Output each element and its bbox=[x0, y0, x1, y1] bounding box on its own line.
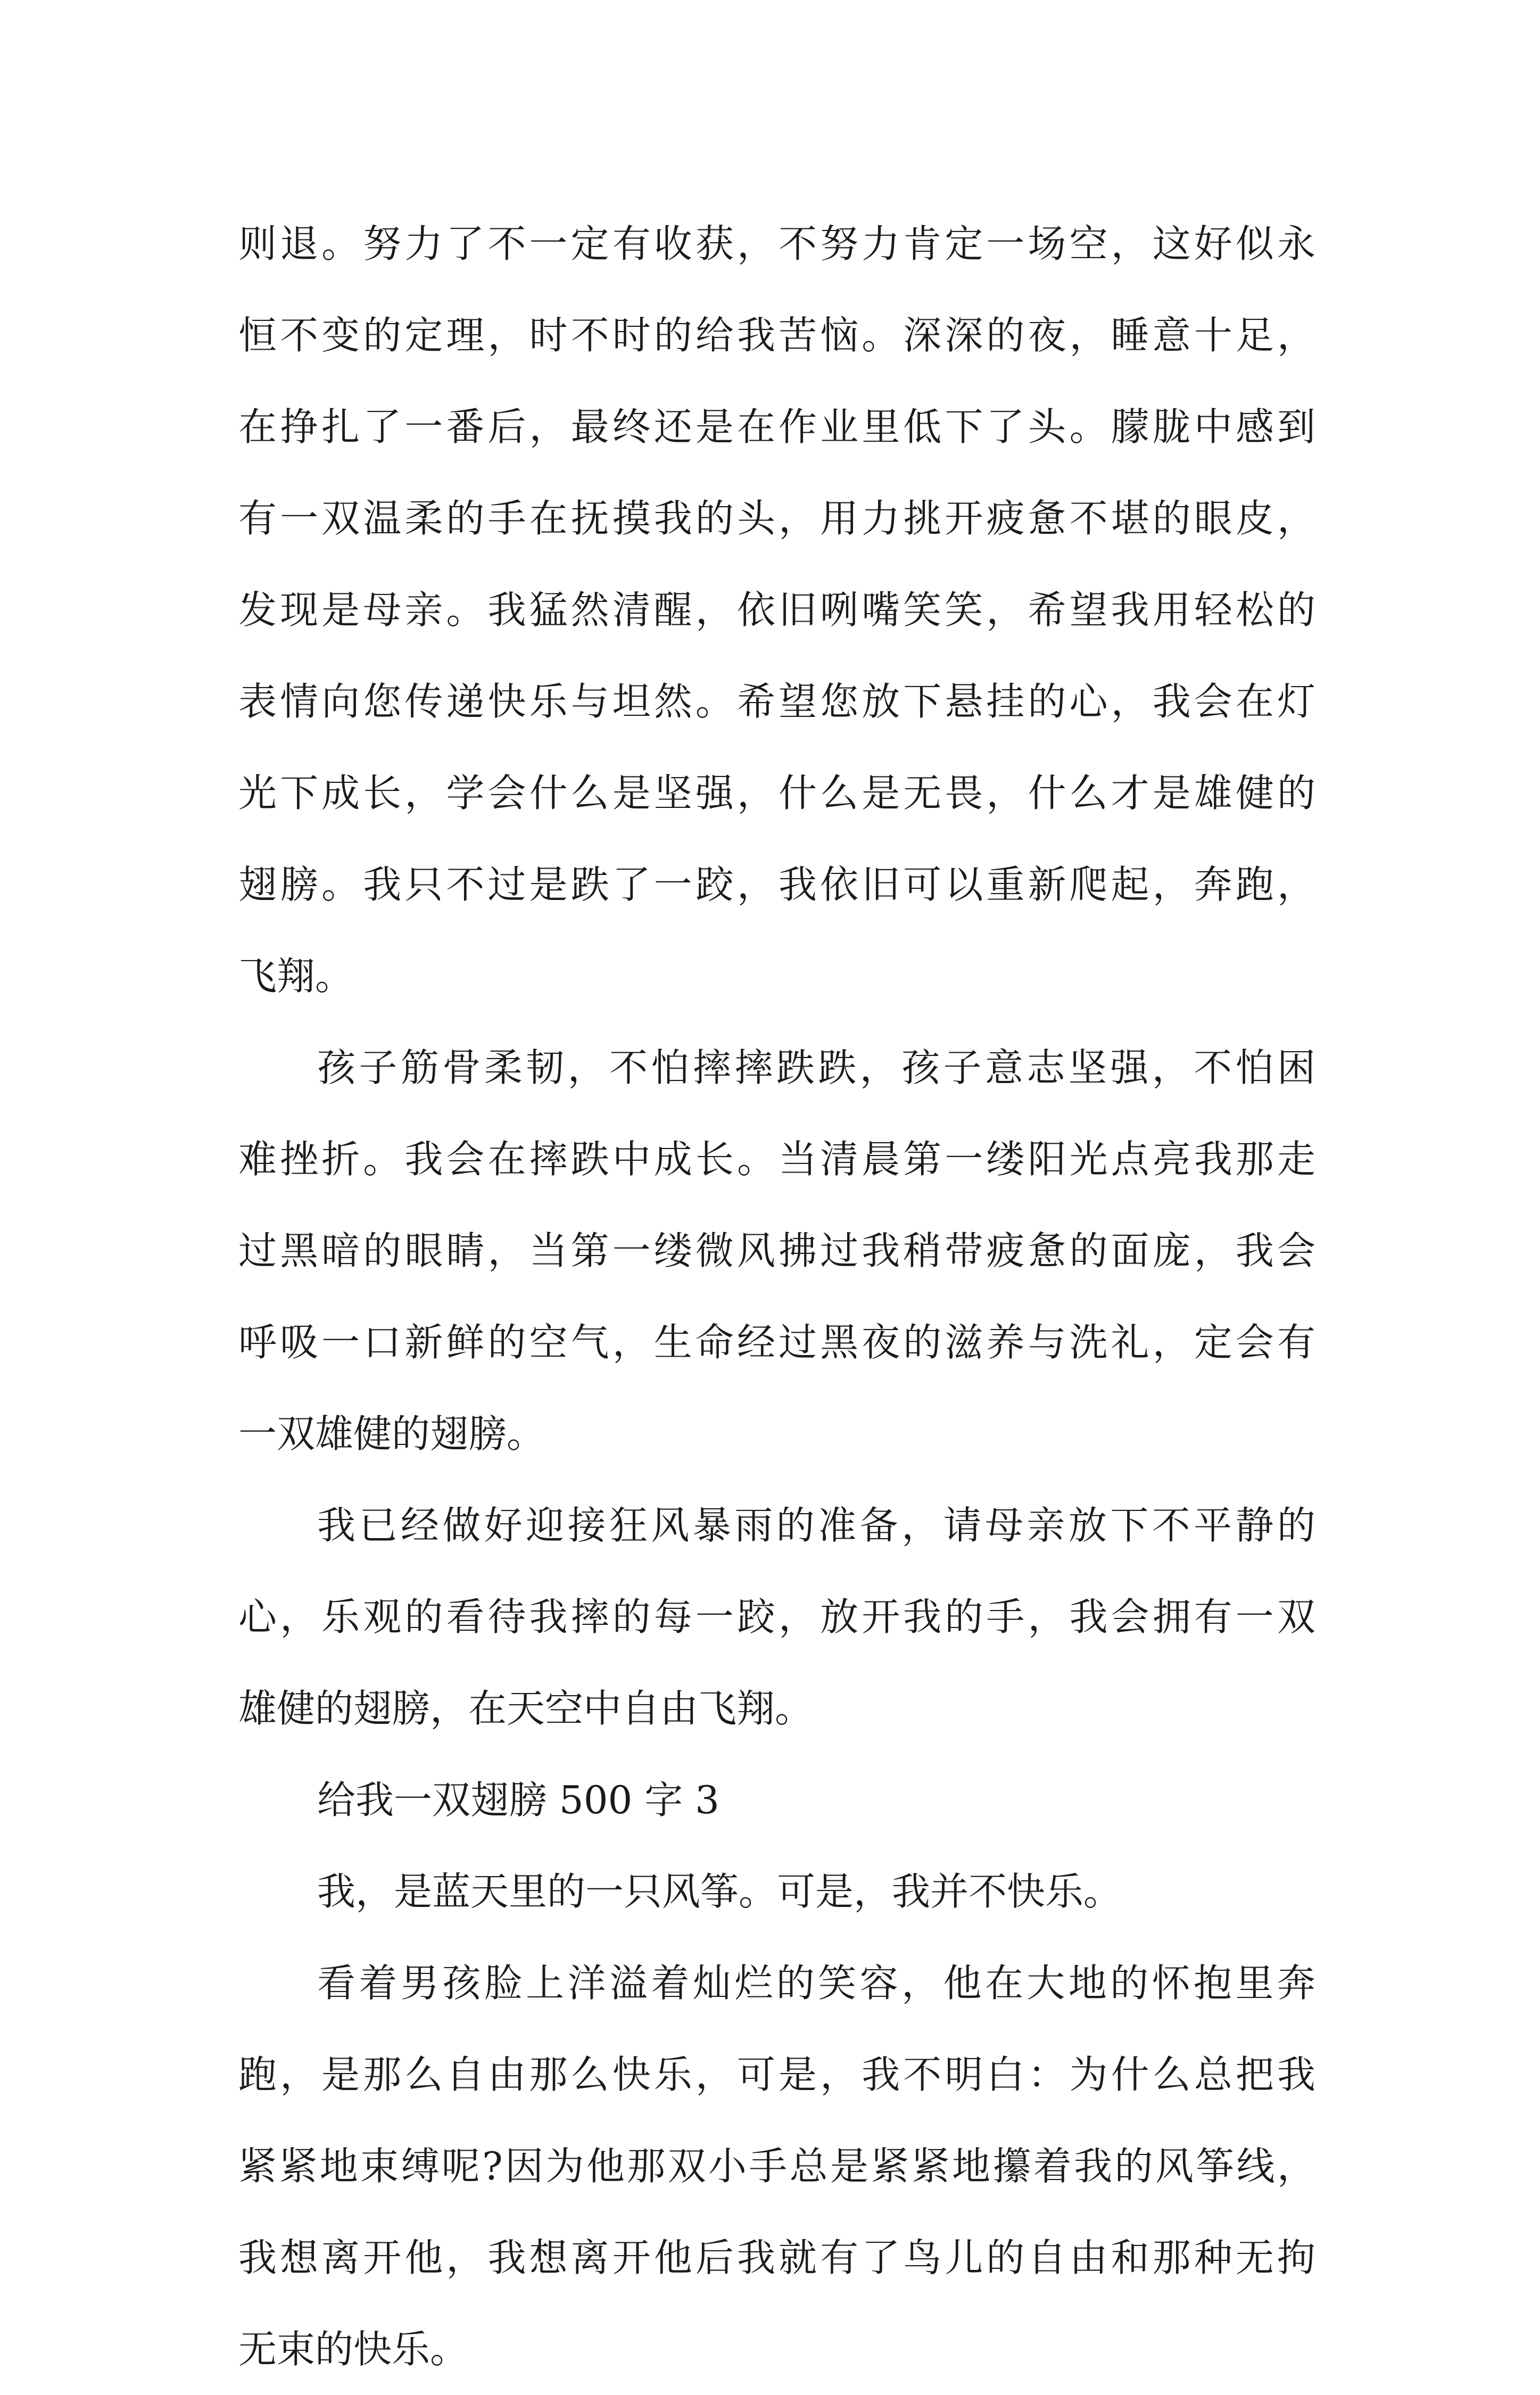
text-line: 翅膀。我只不过是跌了一跤，我依旧可以重新爬起，奔跑， bbox=[238, 862, 1315, 907]
paragraph bbox=[238, 1846, 1315, 1937]
document-page bbox=[238, 198, 1315, 2395]
text-line: 难挫折。我会在摔跌中成长。当清晨第一缕阳光点亮我那走 bbox=[238, 1137, 1315, 1182]
text-line: 恒不变的定理，时不时的给我苦恼。深深的夜，睡意十足， bbox=[238, 313, 1315, 358]
text-line: 我已经做好迎接狂风暴雨的准备，请母亲放下不平静的 bbox=[317, 1503, 1315, 1548]
text-line: 过黑暗的眼睛，当第一缕微风拂过我稍带疲惫的面庞，我会 bbox=[238, 1228, 1315, 1273]
text-line: 紧紧地束缚呢?因为他那双小手总是紧紧地攥着我的风筝线， bbox=[238, 2144, 1315, 2188]
text-line: 我想离开他，我想离开他后我就有了鸟儿的自由和那种无拘 bbox=[238, 2235, 1315, 2280]
heading-line: 给我一双翅膀 500 字 3 bbox=[317, 1778, 719, 1822]
paragraph bbox=[238, 198, 1315, 1022]
text-line: 看着男孩脸上洋溢着灿烂的笑容，他在大地的怀抱里奔 bbox=[317, 1961, 1315, 2005]
text-line: 光下成长，学会什么是坚强，什么是无畏，什么才是雄健的 bbox=[238, 771, 1315, 815]
paragraph bbox=[238, 1022, 1315, 1480]
text-line: 心，乐观的看待我摔的每一跤，放开我的手，我会拥有一双 bbox=[238, 1595, 1315, 1639]
text-line: 在挣扎了一番后，最终还是在作业里低下了头。朦胧中感到 bbox=[238, 404, 1315, 449]
text-line: 孩子筋骨柔韧，不怕摔摔跌跌，孩子意志坚强，不怕困 bbox=[317, 1045, 1315, 1090]
text-line: 跑，是那么自由那么快乐，可是，我不明白：为什么总把我 bbox=[238, 2052, 1315, 2097]
section-heading bbox=[238, 1754, 1315, 1846]
text-line: 发现是母亲。我猛然清醒，依旧咧嘴笑笑，希望我用轻松的 bbox=[238, 588, 1315, 632]
text-line: 一双雄健的翅膀。 bbox=[238, 1411, 545, 1456]
text-line: 我，是蓝天里的一只风筝。可是，我并不快乐。 bbox=[317, 1869, 1122, 1914]
text-line: 无束的快乐。 bbox=[238, 2327, 469, 2372]
text-line: 有一双温柔的手在抚摸我的头，用力挑开疲惫不堪的眼皮， bbox=[238, 496, 1315, 541]
paragraph bbox=[238, 1480, 1315, 1754]
text-line: 呼吸一口新鲜的空气，生命经过黑夜的滋养与洗礼，定会有 bbox=[238, 1320, 1315, 1365]
text-line: 雄健的翅膀，在天空中自由飞翔。 bbox=[238, 1686, 814, 1731]
text-line: 表情向您传递快乐与坦然。希望您放下悬挂的心，我会在灯 bbox=[238, 679, 1315, 724]
text-line: 飞翔。 bbox=[238, 954, 354, 998]
paragraph bbox=[238, 1937, 1315, 2395]
text-line: 则退。努力了不一定有收获，不努力肯定一场空，这好似永 bbox=[238, 221, 1315, 266]
